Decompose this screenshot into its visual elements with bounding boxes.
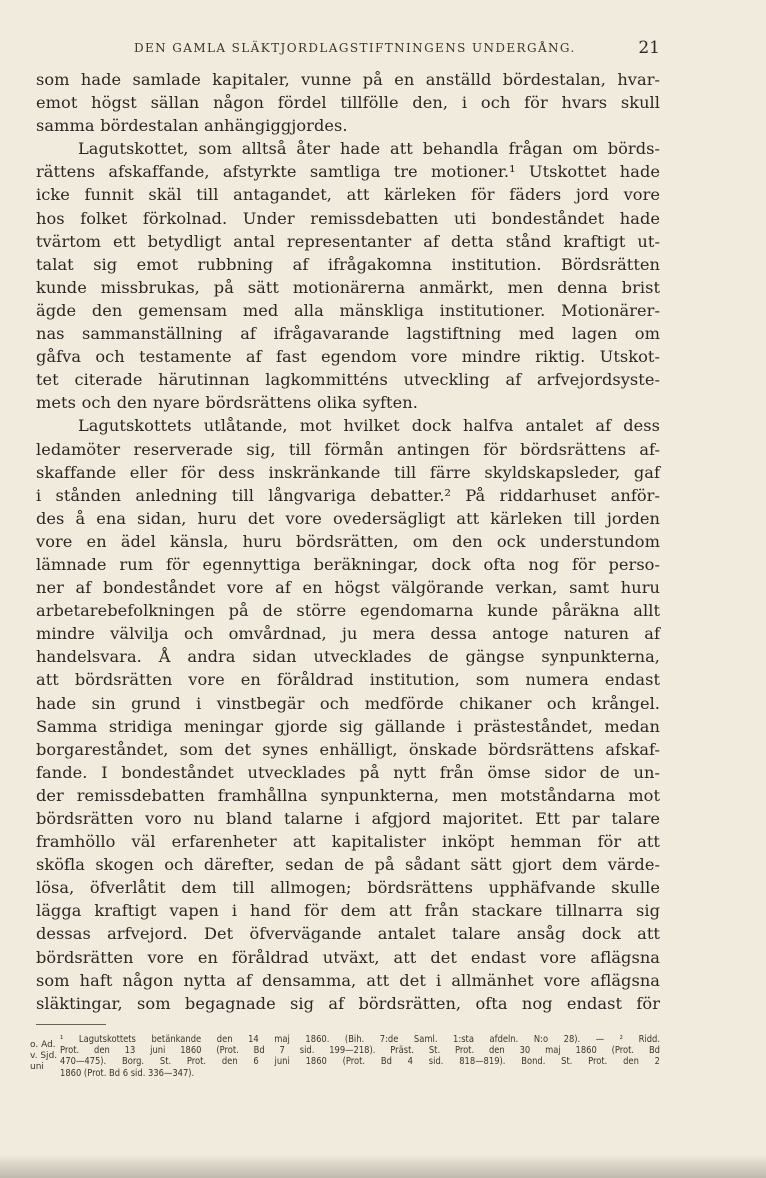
text-line: handelsvara. Å andra sidan utvecklades de gängse synpunkterna, [36, 647, 660, 667]
text-line: att bördsrätten vore en föråldrad institution, som numera endast [36, 670, 660, 690]
text-line: bördsrätten voro nu bland talarne i afgjord majoritet. Ett par talare [36, 809, 660, 828]
text-line: fande. I bondeståndet utvecklades på nytt från ömse sidor de un- [36, 762, 660, 782]
text-line: bördsrätten vore en föråldrad utväxt, att det endast vore aflägsna [36, 947, 660, 967]
text-line: samma bördestalan anhängiggjordes. [36, 116, 348, 136]
footnote-divider [36, 1024, 106, 1025]
text-line: tvärtom ett betydligt antal representanter af detta stånd kraftigt ut- [36, 231, 660, 251]
text-line: Lagutskottets utlåtande, mot hvilket dock halfva antalet af dess [78, 416, 660, 436]
page-edge-shadow [0, 1154, 766, 1178]
text-line: hade sin grund i vinstbegär och medförde chikaner och krångel. [36, 693, 660, 713]
text-line: Samma stridiga meningar gjorde sig gällande i prästeståndet, medan [36, 716, 660, 736]
text-line: mindre välvilja och omvårdnad, ju mera dessa antoge naturen af [36, 624, 660, 644]
footnote-line: 470—475). Borg. St. Prot. den 6 juni 1860 (Prot. Bd 4 sid. 818—819). Bond. St. Prot. den 2 [60, 1056, 660, 1068]
text-line: talat sig emot rubbning af ifrågakomna institution. Bördsrätten [36, 254, 660, 274]
text-line: ledamöter reserverade sig, till förmån antingen för bördsrättens af- [36, 439, 660, 459]
text-line: rättens afskaffande, afstyrkte samtliga tre motioner.¹ Utskottet hade [36, 162, 660, 182]
page-number: 21 [638, 38, 660, 58]
page-header [34, 38, 660, 60]
text-line: lösa, öfverlåtit dem till allmogen; bördsrättens upphäfvande skulle [36, 878, 660, 898]
text-line: lämnade rum för egennyttiga beräkningar, dock ofta nog för perso- [36, 554, 660, 574]
margin-mark: uni [30, 1062, 44, 1073]
margin-mark: v. Sjd. [30, 1051, 58, 1062]
text-line: des å ena sidan, huru det vore ovedersägligt att kärleken till jorden [36, 508, 660, 528]
text-line: tet citerade härutinnan lagkommitténs utveckling af arfvejordsyste- [36, 370, 660, 390]
text-line: icke funnit skäl till antagandet, att kärleken för fäders jord vore [36, 185, 660, 205]
text-line: hos folket förkolnad. Under remissdebatten uti bondeståndet hade [36, 208, 660, 228]
text-line: i stånden anledning till långvariga debatter.² På riddarhuset anför- [36, 485, 660, 505]
running-head: DEN GAMLA SLÄKTJORDLAGSTIFTNINGENS UNDERGÅNG. [134, 41, 576, 55]
text-line: borgareståndet, som det synes enhälligt, önskade bördsrättens afskaf- [36, 739, 660, 759]
text-line: släktingar, som begagnade sig af bördsrätten, ofta nog endast för [36, 993, 660, 1013]
footnote-line: Prot. den 13 juni 1860 (Prot. Bd 7 sid. 199—218). Präst. St. Prot. den 30 maj 1860 (Prot. Bd [60, 1045, 660, 1057]
text-line: kunde missbrukas, på sätt motionärerna anmärkt, men denna brist [36, 277, 660, 297]
text-line: lägga kraftigt vapen i hand för dem att från stackare tillnarra sig [36, 901, 660, 921]
footnotes [60, 1034, 660, 1079]
text-line: skaffande eller för dess inskränkande till färre skyldskapsleder, gaf [36, 462, 660, 482]
text-line: der remissdebatten framhållna synpunkterna, men motståndarna mot [36, 785, 660, 805]
text-line: emot högst sällan någon fördel tillfölle den, i och för hvars skull [36, 93, 660, 113]
text-line: ägde den gemensam med alla mänskliga institutioner. Motionärer- [36, 300, 660, 320]
text-line: Lagutskottet, som alltså åter hade att behandla frågan om börds- [78, 139, 660, 159]
text-line: mets och den nyare bördsrättens olika syften. [36, 393, 418, 413]
text-line: dessas arfvejord. Det öfvervägande antalet talare ansåg dock att [36, 924, 660, 944]
text-line: framhöllo väl erfarenheter att kapitalister inköpt hemman för att [36, 832, 660, 852]
text-line: sköfla skogen och därefter, sedan de på sådant sätt gjort dem värde- [36, 855, 660, 875]
text-line: ner af bondeståndet vore af en högst välgörande verkan, samt huru [36, 578, 660, 598]
text-line: nas sammanställning af ifrågavarande lagstiftning med lagen om [36, 324, 660, 344]
text-line: vore en ädel känsla, huru bördsrätten, om den ock understundom [36, 531, 660, 551]
text-line: gåfva och testamente af fast egendom vore mindre riktig. Utskot- [36, 347, 660, 367]
footnote-line: 1860 (Prot. Bd 6 sid. 336—347). [60, 1067, 195, 1079]
text-line: som haft någon nytta af densamma, att det i allmänhet vore aflägsna [36, 970, 660, 990]
body-text [36, 68, 660, 1015]
margin-mark: o. Ad. [30, 1040, 56, 1050]
margin-marks [30, 1040, 57, 1074]
text-line: som hade samlade kapitaler, vunne på en anställd bördestalan, hvar- [36, 70, 660, 89]
text-line: arbetarebefolkningen på de större egendomarna kunde påräkna allt [36, 601, 660, 621]
footnote-line: ¹ Lagutskottets betänkande den 14 maj 1860. (Bih. 7:de Saml. 1:sta afdeln. N:o 28). — ² Ridd. [60, 1034, 660, 1045]
